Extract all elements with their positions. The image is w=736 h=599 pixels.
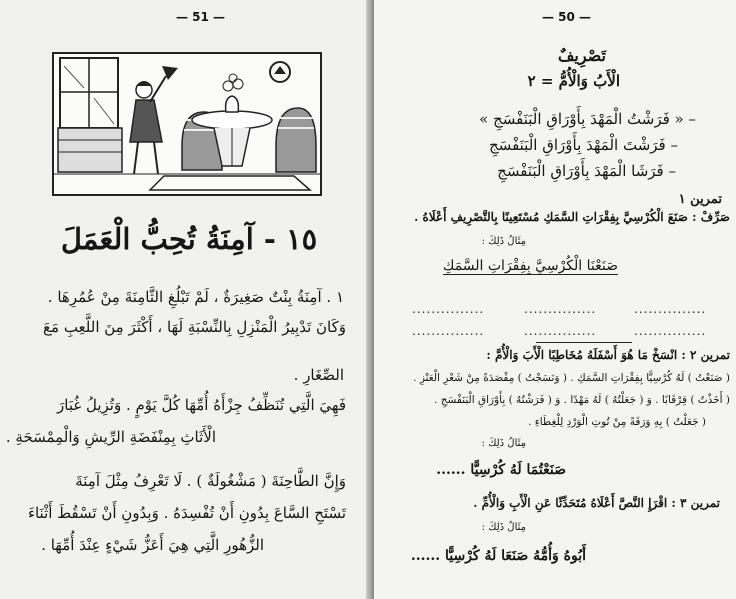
exercise-2-example-label: مِثَالُ ذَلِكَ :	[481, 438, 526, 449]
exercise-1-example-label: مِثَالُ ذَلِكَ :	[481, 236, 526, 247]
conjugation-line-2: – فَرَشْتَ الْمَهْدَ بِأَوْرَاقِ الْبَنَفْسَجِ	[489, 136, 678, 154]
paragraph-line-4: فَهِيَ الَّتِي تُنَظِّفُ جِزْأَهُ أُمِّهَا كُلَّ يَوْمٍ . وَتُزِيلُ غُبَارَ	[57, 396, 346, 414]
conjugation-line-3: – فَرَشَا الْمَهْدَ بِأَوْرَاقِ الْبَنَفْسَجِ	[497, 162, 676, 180]
answer-blank-1c: ...............	[634, 302, 707, 316]
page-number-51: — 51 —	[176, 10, 226, 24]
exercise-3-title: تمرين ٣ : اقْرَإِ النَّصَّ أَعْلَاهُ مُتَحَدِّثًا عَنِ الْأَبِ وَالْأُمِّ .	[473, 496, 720, 510]
answer-blank-2c: ...............	[634, 324, 707, 338]
page-number-50: — 50 —	[542, 10, 592, 24]
paragraph-line-7: تَسْتَحِ السَّاعَ بِدُونِ أَنْ تُفْسِدَهُ . وَبِدُونِ أَنْ تَسْقُطَ أَثْنَاءَ	[27, 504, 346, 522]
conjugation-subheading: الْأَبُ وَالْأُمُّ = ٢	[527, 72, 620, 90]
paragraph-line-1: ١ . آمِنَةُ بِنْتٌ صَغِيرَةٌ ، لَمْ تَبْلُغِ الثَّامِنَةَ مِنْ عُمُرِهَا .	[47, 288, 344, 306]
exercise-2-line-3: ( جَعَلْتُ ) بِهِ وَرَقَةً مِنْ تُوتِ الْوَرْدِ لِلْغِطَاءِ .	[528, 416, 706, 428]
exercise-3-example-label: مِثَالُ ذَلِكَ :	[481, 522, 526, 533]
paragraph-line-8: الزُّهُورِ الَّتِي هِيَ أَعَزُّ شَيْءٍ عِنْدَ أُمِّهَا .	[41, 536, 264, 554]
separator-rule	[536, 342, 632, 343]
exercise-2-title: تمرين ٢ : انْسَخْ مَا هُوَ أَسْفَلَهُ مُخَاطِبًا الْأَبَ وَالْأُمَّ :	[486, 348, 730, 362]
exercise-2-example: صَنَعْتُمَا لَهُ كُرْسِيًّا ......	[436, 462, 566, 478]
lesson-title: ١٥ - آمِنَةُ تُحِبُّ الْعَمَلَ	[60, 222, 318, 256]
illustration-girl-dusting	[52, 52, 322, 196]
exercise-2-line-1: ( صَنَعْتُ ) لَهُ كُرْسِيًّا بِفِقْرَاتِ السَّمَكِ . ( وَنَسَجْتُ ) مِفْصَدَةً مِنْ شَعْرِ الْعَنْزِ .	[413, 372, 730, 384]
conjugation-line-1: – « فَرَشْتُ الْمَهْدَ بِأَوْرَاقِ الْبَنَفْسَجِ »	[479, 110, 696, 128]
paragraph-line-6: وَإِنَّ الطَّاحِنَةَ ( مَشْغُولَةٌ ) . لَا تَعْرِفُ مِثْلَ آمِنَةَ	[75, 472, 346, 490]
exercise-1-title: تمرين ١	[678, 192, 722, 207]
exercise-1-instruction: صَرِّفْ : صَنَعَ الْكُرْسِيَّ بِفِقْرَاتِ السَّمَكِ مُسْتَعِينًا بِالتَّصْرِيفِ أَعْلَاهُ .	[414, 210, 730, 224]
exercise-2-line-2: ( أَخَذْتُ ) قِرْقَابًا . وَ ( جَعَلْتُهُ ) لَهُ مَهْدًا . وَ ( فَرَشْتُهُ ) بِأَوْرَاقِ الْبَنَفْسَجِ .	[434, 394, 730, 406]
answer-blank-1a: ...............	[412, 302, 485, 316]
answer-blank-1b: ...............	[524, 302, 597, 316]
paragraph-line-5: الْأَثَاثِ بِمِنْفَضَةِ الرِّيشِ وَالْمِمْسَحَةِ .	[5, 428, 216, 446]
answer-blank-2b: ...............	[524, 324, 597, 338]
exercise-3-example: أَبُوهُ وَأُمُّهُ صَنَعَا لَهُ كُرْسِيًّا ......	[410, 548, 586, 564]
conjugation-heading: تَصْرِيفٌ	[557, 46, 606, 65]
exercise-1-example: صَنَعْنَا الْكُرْسِيَّ بِفِقْرَاتِ السَّمَكِ	[442, 258, 618, 274]
page-50	[374, 0, 736, 599]
paragraph-line-3: الصِّغَارِ .	[293, 366, 344, 384]
paragraph-line-2: وَكَانَ تَدْبِيرُ الْمَنْزِلِ بِالنِّسْبَةِ لَهَا ، أَكْثَرَ مِنَ اللَّعِبِ مَعَ	[43, 318, 346, 336]
answer-blank-2a: ...............	[412, 324, 485, 338]
